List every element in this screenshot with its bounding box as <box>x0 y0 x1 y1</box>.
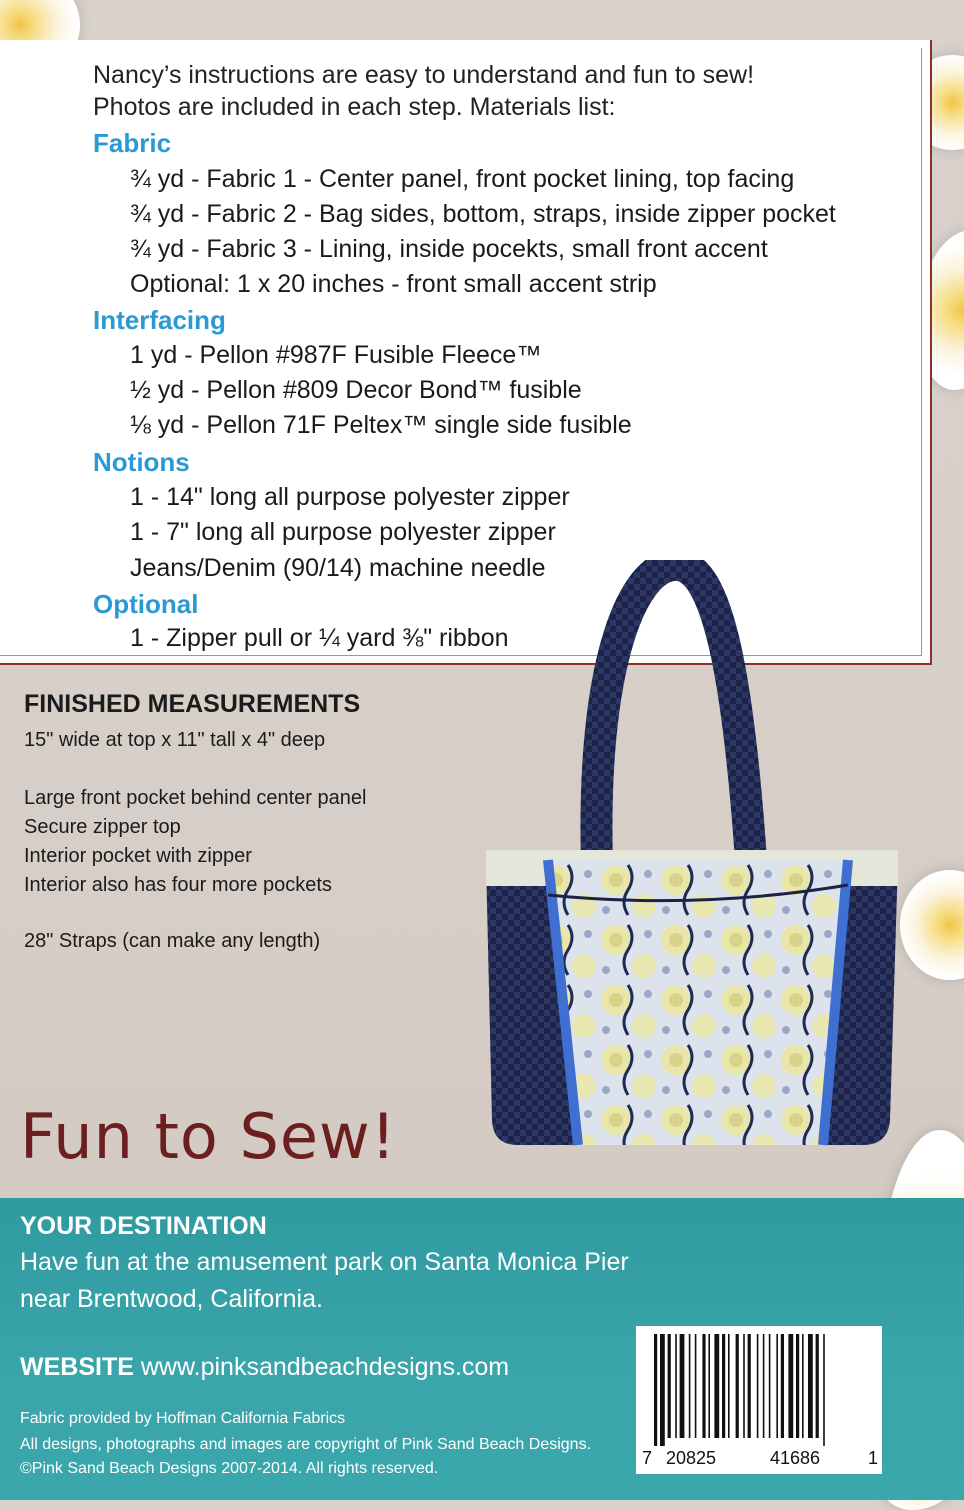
barcode-bar <box>660 1334 665 1446</box>
measurement-line-6: 28" Straps (can make any length) <box>24 930 321 952</box>
barcode-bar <box>654 1334 657 1446</box>
barcode-bar <box>776 1334 778 1438</box>
fabric-item-3: ¾ yd - Fabric 3 - Lining, inside pocekts, small front accent <box>130 235 768 263</box>
tagline: Fun to Sew! <box>20 1100 397 1173</box>
destination-line-2: near Brentwood, California. <box>20 1285 323 1313</box>
measurements-title: FINISHED MEASUREMENTS <box>24 690 361 718</box>
credit-line-1: Fabric provided by Hoffman California Fabrics <box>20 1410 346 1427</box>
notions-item-3: Jeans/Denim (90/14) machine needle <box>130 554 546 582</box>
website-line <box>20 1353 509 1382</box>
barcode-bar <box>808 1334 813 1438</box>
barcode-bar <box>769 1334 771 1438</box>
destination-line-1: Have fun at the amusement park on Santa Monica Pier <box>20 1248 629 1276</box>
barcode-bar <box>680 1334 685 1438</box>
interfacing-item-2: ½ yd - Pellon #809 Decor Bond™ fusible <box>130 376 582 404</box>
barcode-bar <box>708 1334 710 1438</box>
tote-bag-illustration <box>478 560 908 1150</box>
interfacing-item-3: ⅛ yd - Pellon 71F Peltex™ single side fusible <box>130 411 632 439</box>
optional-item-1: 1 - Zipper pull or ¼ yard ⅜" ribbon <box>130 624 509 652</box>
notions-item-1: 1 - 14" long all purpose polyester zipper <box>130 483 570 511</box>
interfacing-heading: Interfacing <box>93 305 226 335</box>
barcode-bar <box>714 1334 719 1438</box>
barcode-bar <box>702 1334 705 1438</box>
barcode-bar <box>728 1334 730 1438</box>
barcode-bar <box>757 1334 759 1438</box>
barcode-bar <box>748 1334 751 1438</box>
barcode-bars <box>636 1326 882 1446</box>
barcode-bar <box>788 1334 793 1438</box>
destination-title: YOUR DESTINATION <box>20 1212 267 1240</box>
fabric-heading: Fabric <box>93 128 172 158</box>
barcode-bar <box>743 1334 745 1438</box>
website-url[interactable]: www.pinksandbeachdesigns.com <box>140 1353 510 1381</box>
notions-item-2: 1 - 7" long all purpose polyester zipper <box>130 518 556 546</box>
intro-line-2: Photos are included in each step. Materials list: <box>93 93 616 121</box>
credit-line-2: All designs, photographs and images are copyright of Pink Sand Beach Designs. <box>20 1436 592 1453</box>
barcode-bar <box>796 1334 799 1438</box>
barcode <box>636 1326 882 1474</box>
fabric-item-2: ¾ yd - Fabric 2 - Bag sides, bottom, straps, inside zipper pocket <box>130 200 836 228</box>
fabric-item-4: Optional: 1 x 20 inches - front small accent strip <box>130 270 657 298</box>
barcode-bar <box>736 1334 739 1438</box>
barcode-bar <box>675 1334 677 1438</box>
barcode-group-2: 41686 <box>770 1448 821 1468</box>
intro-line-1: Nancy’s instructions are easy to understand and fun to sew! <box>93 61 755 89</box>
barcode-bar <box>695 1334 697 1438</box>
barcode-check-digit: 1 <box>868 1448 879 1468</box>
barcode-bar <box>763 1334 765 1438</box>
optional-heading: Optional <box>93 589 199 619</box>
barcode-bar <box>781 1334 784 1438</box>
measurement-line-1: 15" wide at top x 11" tall x 4" deep <box>24 729 326 751</box>
measurement-line-2: Large front pocket behind center panel <box>24 787 367 809</box>
measurement-line-4: Interior pocket with zipper <box>24 845 252 867</box>
plumeria-flower-right-lower <box>900 870 964 980</box>
credit-line-3: ©Pink Sand Beach Designs 2007-2014. All rights reserved. <box>20 1460 439 1477</box>
barcode-bar <box>802 1334 804 1438</box>
barcode-group-1: 20825 <box>666 1448 717 1468</box>
interfacing-item-1: 1 yd - Pellon #987F Fusible Fleece™ <box>130 341 542 369</box>
fabric-item-1: ¾ yd - Fabric 1 - Center panel, front pocket lining, top facing <box>130 165 795 193</box>
barcode-bar <box>722 1334 725 1438</box>
measurement-line-3: Secure zipper top <box>24 816 181 838</box>
notions-heading: Notions <box>93 447 190 477</box>
barcode-bar <box>689 1334 691 1438</box>
barcode-bar <box>816 1334 819 1438</box>
measurement-line-5: Interior also has four more pockets <box>24 874 332 896</box>
barcode-bar <box>668 1334 671 1438</box>
website-label: WEBSITE <box>20 1353 134 1381</box>
barcode-bar <box>823 1334 825 1446</box>
barcode-lead-digit: 7 <box>642 1448 653 1468</box>
